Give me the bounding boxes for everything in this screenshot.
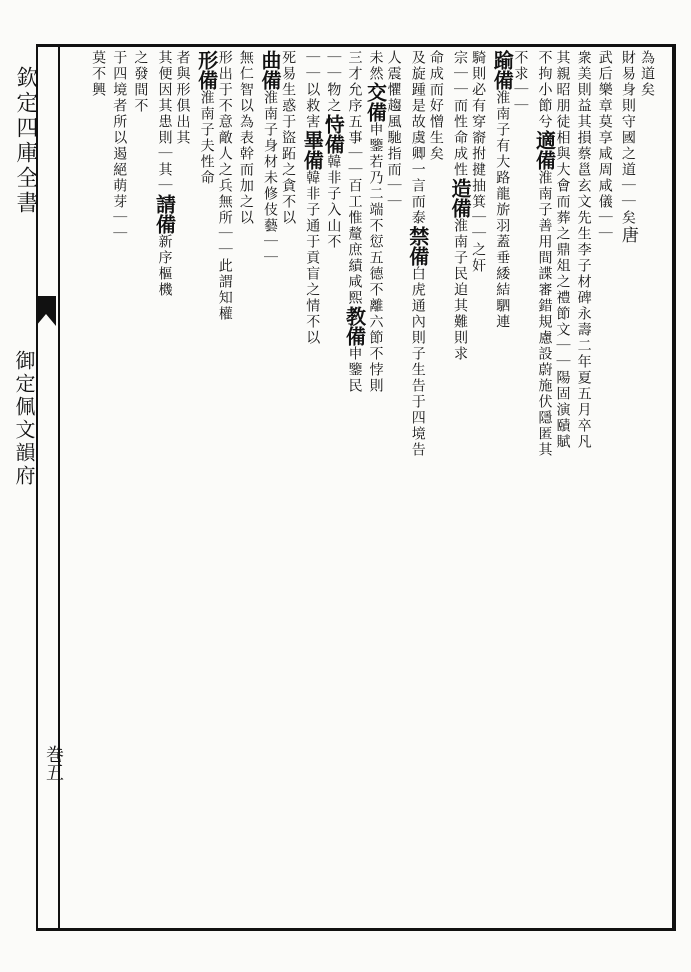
column-text: 之發間不: [132, 50, 149, 114]
text-column: [640, 50, 654, 98]
text-column: [260, 50, 280, 266]
column-text: 淮南子身材未修伎藝｜｜: [262, 90, 278, 266]
column-text: 財易身則守國之道: [619, 50, 636, 178]
headword: 適備: [532, 130, 557, 170]
column-text: 騎則必有穿窬拊揵抽箕｜｜之奸: [470, 50, 487, 274]
column-text: 新序樞機: [156, 234, 173, 298]
column-text: 命成而好憎生矣: [427, 50, 444, 162]
text-column: [239, 50, 253, 226]
text-column: [556, 50, 570, 450]
text-column: [513, 50, 527, 114]
column-text: 其親昭朋徒相與大會而葬之鼎俎之禮節文｜｜陽固演賾賦: [554, 50, 571, 450]
right-border: [672, 44, 676, 931]
bottom-border: [36, 928, 676, 931]
column-text: 白虎通內則子生告于四境告: [409, 266, 426, 458]
column-text: 形出于不意敵人之兵無所｜｜此謂知權: [216, 50, 233, 322]
text-column: [112, 50, 126, 242]
text-column: [218, 50, 232, 322]
text-column: [490, 50, 515, 330]
headword: 恃備: [321, 114, 346, 154]
print-margin: [8, 50, 52, 930]
text-column: [91, 50, 105, 98]
column-text: 三才允序五事｜｜百工惟釐庶績咸熙: [346, 50, 363, 306]
column-text: ｜｜以救害: [304, 50, 321, 130]
column-text: 申鑒若乃二端不愆五德不離六節不悖則: [367, 122, 384, 394]
headword: 踰備: [490, 50, 515, 90]
text-column: [619, 50, 636, 244]
headword: 教備: [342, 306, 367, 346]
text-column: [450, 50, 470, 362]
column-text: 淮南子民迫其難則求: [452, 218, 468, 362]
text-column: [176, 50, 190, 146]
column-text: 不求｜｜: [512, 50, 529, 114]
column-text: 武后樂章莫享咸周咸儀｜｜: [596, 50, 613, 242]
column-text: 韓非子入山不: [325, 154, 342, 250]
headword: 交備: [363, 82, 388, 122]
margin-divider: [58, 44, 60, 931]
column-text: 人震懼趨風馳指而｜｜: [385, 50, 402, 210]
text-column: [532, 50, 557, 458]
headword: 曲備: [258, 50, 282, 90]
column-text: 不拘小節兮: [536, 50, 553, 130]
column-text: 者與形俱出其: [174, 50, 191, 146]
margin-book-title: 御定佩文韻府: [12, 350, 36, 488]
column-text: 無仁智以為表幹而加之以: [237, 50, 254, 226]
column-text: 申鑒民: [346, 346, 363, 394]
page-number: 巻五: [43, 745, 64, 781]
text-column: [152, 50, 177, 298]
margin-top-label: 欽定四庫全書: [13, 66, 38, 216]
headword: 造備: [448, 178, 472, 218]
column-text: 死易生惑于盜跖之貪不以: [280, 50, 297, 226]
column-text: 衆美則益其損蔡邕玄文先生李子材碑永壽二年夏五月卒凡: [575, 50, 592, 450]
text-column: [387, 50, 401, 210]
column-text: 淮南子善用間諜審錯規慮設蔚施伏隱匿其: [536, 170, 553, 458]
headword: 請備: [152, 194, 177, 234]
text-column: [577, 50, 591, 450]
column-text: 及旋踵是故虞卿一言而泰: [409, 50, 426, 226]
column-text: 為道矣: [639, 50, 655, 98]
text-column: [321, 50, 346, 250]
text-column: [471, 50, 485, 274]
text-column: [281, 50, 295, 226]
text-column: [133, 50, 147, 114]
headword: 畢備: [300, 130, 325, 170]
text-column: [363, 50, 388, 394]
column-text: 韓非子通于貢盲之情不以: [304, 170, 321, 346]
column-text: 唐: [617, 226, 638, 244]
headword: 形備: [194, 50, 219, 90]
column-text: 莫不興: [90, 50, 107, 98]
column-text: ｜｜物之: [325, 50, 342, 114]
text-column: [405, 50, 430, 458]
column-text: 于四境者所以遏絕萌芽｜｜: [111, 50, 128, 242]
text-column: [194, 50, 219, 186]
headword: 禁備: [405, 226, 430, 266]
text-column: [300, 50, 325, 346]
text-column: [598, 50, 612, 242]
column-text: 其便因其患則｜其｜: [156, 50, 173, 194]
column-text: 淮南子有大路龍旂羽蓋垂緌結駟連: [494, 90, 511, 330]
column-text: ｜｜矣: [619, 178, 636, 226]
text-column: [429, 50, 443, 162]
column-text: 淮南子夫性命: [198, 90, 215, 186]
text-column: [342, 50, 367, 394]
column-text: 宗｜｜而性命成性: [452, 50, 468, 178]
fish-tail-mark-icon: [36, 296, 56, 326]
top-border: [36, 44, 676, 47]
column-text: 未然: [367, 50, 384, 82]
